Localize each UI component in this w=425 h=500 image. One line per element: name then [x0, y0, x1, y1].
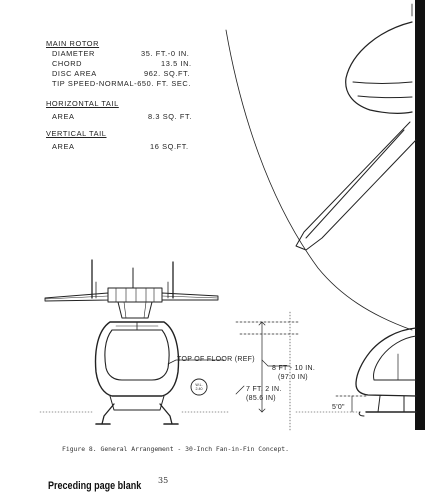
page-number: 35 — [158, 476, 169, 485]
preceding-page-blank-label: Preceding page blank — [48, 480, 142, 492]
height-b-line2: (85.6 IN) — [246, 395, 276, 402]
main-rotor-heading: MAIN ROTOR — [46, 39, 100, 48]
main-rotor-diameter-label: DIAMETER — [52, 49, 95, 58]
height-a-line2: (97.0 IN) — [278, 374, 308, 381]
side-view-drawing — [356, 328, 416, 416]
horizontal-tail-area-value: 8.3 SQ. FT. — [148, 112, 192, 121]
ground-height-callout: 5'0" — [332, 404, 345, 411]
top-view-drawing — [226, 4, 416, 330]
front-view-drawing — [40, 260, 230, 424]
main-rotor-diameter-value: 35. FT.-0 IN. — [141, 49, 190, 58]
main-rotor-disc-area-value: 962. SQ.FT. — [144, 69, 191, 78]
main-rotor-tip-speed: TIP SPEED-NORMAL-650. FT. SEC. — [52, 79, 192, 88]
horizontal-tail-area-label: AREA — [52, 112, 75, 121]
main-rotor-disc-area-label: DISC AREA — [52, 69, 97, 78]
height-a-line1: 8 FT - 10 IN. — [272, 365, 316, 372]
main-rotor-chord-value: 13.5 IN. — [161, 59, 192, 68]
stamp-line2: 2.40 — [195, 387, 203, 391]
vertical-tail-area-label: AREA — [52, 142, 75, 151]
vertical-tail-area-value: 16 SQ.FT. — [150, 142, 189, 151]
main-rotor-chord-label: CHORD — [52, 59, 83, 68]
height-b-line1: 7 FT. 2 IN. — [246, 386, 282, 393]
top-of-floor-callout: TOP OF FLOOR (REF) — [177, 356, 255, 363]
waterline-stamp-text — [188, 383, 210, 391]
stamp-line1: W.L. — [195, 383, 203, 387]
vertical-tail-heading: VERTICAL TAIL — [46, 129, 107, 138]
horizontal-tail-heading: HORIZONTAL TAIL — [46, 99, 119, 108]
figure-caption: Figure 8. General Arrangement - 30-Inch Fan-in-Fin Concept. — [62, 445, 290, 453]
